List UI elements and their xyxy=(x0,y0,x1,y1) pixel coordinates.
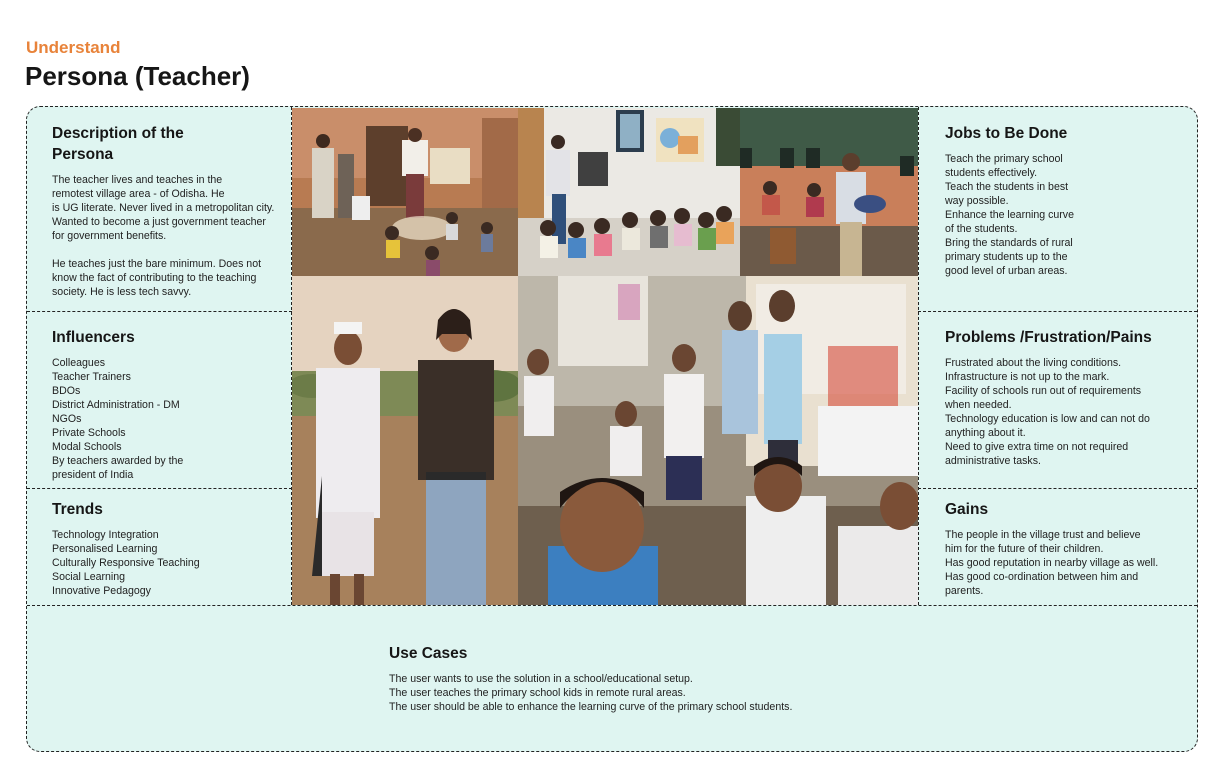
description-line: remotest village area - of Odisha. He xyxy=(52,188,225,200)
list-item: Colleagues xyxy=(52,357,106,369)
problems-line: when needed. xyxy=(945,399,1012,411)
gains-line: Has good reputation in nearby village as well. xyxy=(945,557,1159,569)
gains-section xyxy=(945,499,1190,598)
description-heading-line: Description of the xyxy=(52,125,184,142)
gains-line: The people in the village trust and believe xyxy=(945,529,1141,541)
problems-line: Need to give extra time on not required xyxy=(945,441,1129,453)
jobs-section xyxy=(945,123,1190,278)
outdoor-school-photo xyxy=(740,108,918,276)
divider xyxy=(27,488,292,489)
gains-heading: Gains xyxy=(945,501,989,518)
problems-line: anything about it. xyxy=(945,427,1026,439)
gains-line: parents. xyxy=(945,585,984,597)
list-item: Technology Integration xyxy=(52,529,159,541)
description-heading xyxy=(52,123,287,165)
problems-line: administrative tasks. xyxy=(945,455,1041,467)
problems-line: Facility of schools run out of requirements xyxy=(945,385,1142,397)
list-item: By teachers awarded by the xyxy=(52,455,184,467)
jobs-line: Teach the students in best xyxy=(945,181,1069,193)
page-title: Persona (Teacher) xyxy=(25,61,250,91)
jobs-line: Teach the primary school xyxy=(945,153,1063,165)
list-item: Modal Schools xyxy=(52,441,122,453)
jobs-line: students effectively. xyxy=(945,167,1038,179)
description-line: The teacher lives and teaches in the xyxy=(52,174,223,186)
divider xyxy=(918,107,919,605)
problems-heading: Problems /Frustration/Pains xyxy=(945,329,1152,346)
description-line: is UG literate. Never lived in a metropolitan city. xyxy=(52,202,275,214)
description-section xyxy=(52,123,287,299)
kids-floor-photo xyxy=(518,108,740,276)
villager-photo xyxy=(292,276,518,605)
jobs-heading: Jobs to Be Done xyxy=(945,125,1068,142)
jobs-line: primary students up to the xyxy=(945,251,1068,263)
description-line: He teaches just the bare minimum. Does not xyxy=(52,258,262,270)
description-line: society. He is less tech savvy. xyxy=(52,286,192,298)
divider xyxy=(27,605,1197,606)
description-line: know the fact of contributing to the teaching xyxy=(52,272,257,284)
trends-heading: Trends xyxy=(52,501,103,518)
use-cases-heading: Use Cases xyxy=(389,645,468,662)
students-photo xyxy=(518,276,918,605)
list-item: BDOs xyxy=(52,385,81,397)
jobs-line: Bring the standards of rural xyxy=(945,237,1073,249)
list-item: Social Learning xyxy=(52,571,126,583)
jobs-line: Enhance the learning curve xyxy=(945,209,1074,221)
list-item: Teacher Trainers xyxy=(52,371,131,383)
classroom-photo xyxy=(292,108,518,276)
jobs-line: way possible. xyxy=(945,195,1009,207)
jobs-line: of the students. xyxy=(945,223,1018,235)
gains-line: Has good co-ordination between him and xyxy=(945,571,1139,583)
list-item: Culturally Responsive Teaching xyxy=(52,557,200,569)
list-item: president of India xyxy=(52,469,134,481)
gains-line: him for the future of their children. xyxy=(945,543,1104,555)
use-cases-section xyxy=(389,643,989,714)
influencers-heading: Influencers xyxy=(52,329,135,346)
jobs-line: good level of urban areas. xyxy=(945,265,1068,277)
use-case-line: The user wants to use the solution in a school/educational setup. xyxy=(389,673,693,685)
photo-collage xyxy=(292,108,918,605)
problems-line: Technology education is low and can not do xyxy=(945,413,1150,425)
list-item: Personalised Learning xyxy=(52,543,158,555)
use-case-line: The user should be able to enhance the learning curve of the primary school students. xyxy=(389,701,793,713)
description-heading-line: Persona xyxy=(52,146,114,163)
divider xyxy=(27,311,292,312)
use-case-line: The user teaches the primary school kids in remote rural areas. xyxy=(389,687,686,699)
description-line: Wanted to become a just government teacher xyxy=(52,216,266,228)
list-item: Innovative Pedagogy xyxy=(52,585,151,597)
list-item: NGOs xyxy=(52,413,82,425)
problems-line: Infrastructure is not up to the mark. xyxy=(945,371,1110,383)
list-item: District Administration - DM xyxy=(52,399,180,411)
influencers-section xyxy=(52,327,287,482)
description-line: for government benefits. xyxy=(52,230,167,242)
divider xyxy=(918,488,1197,489)
problems-section xyxy=(945,327,1190,468)
problems-line: Frustrated about the living conditions. xyxy=(945,357,1122,369)
list-item: Private Schools xyxy=(52,427,126,439)
section-eyebrow: Understand xyxy=(26,38,121,57)
divider xyxy=(918,311,1197,312)
trends-section xyxy=(52,499,287,598)
